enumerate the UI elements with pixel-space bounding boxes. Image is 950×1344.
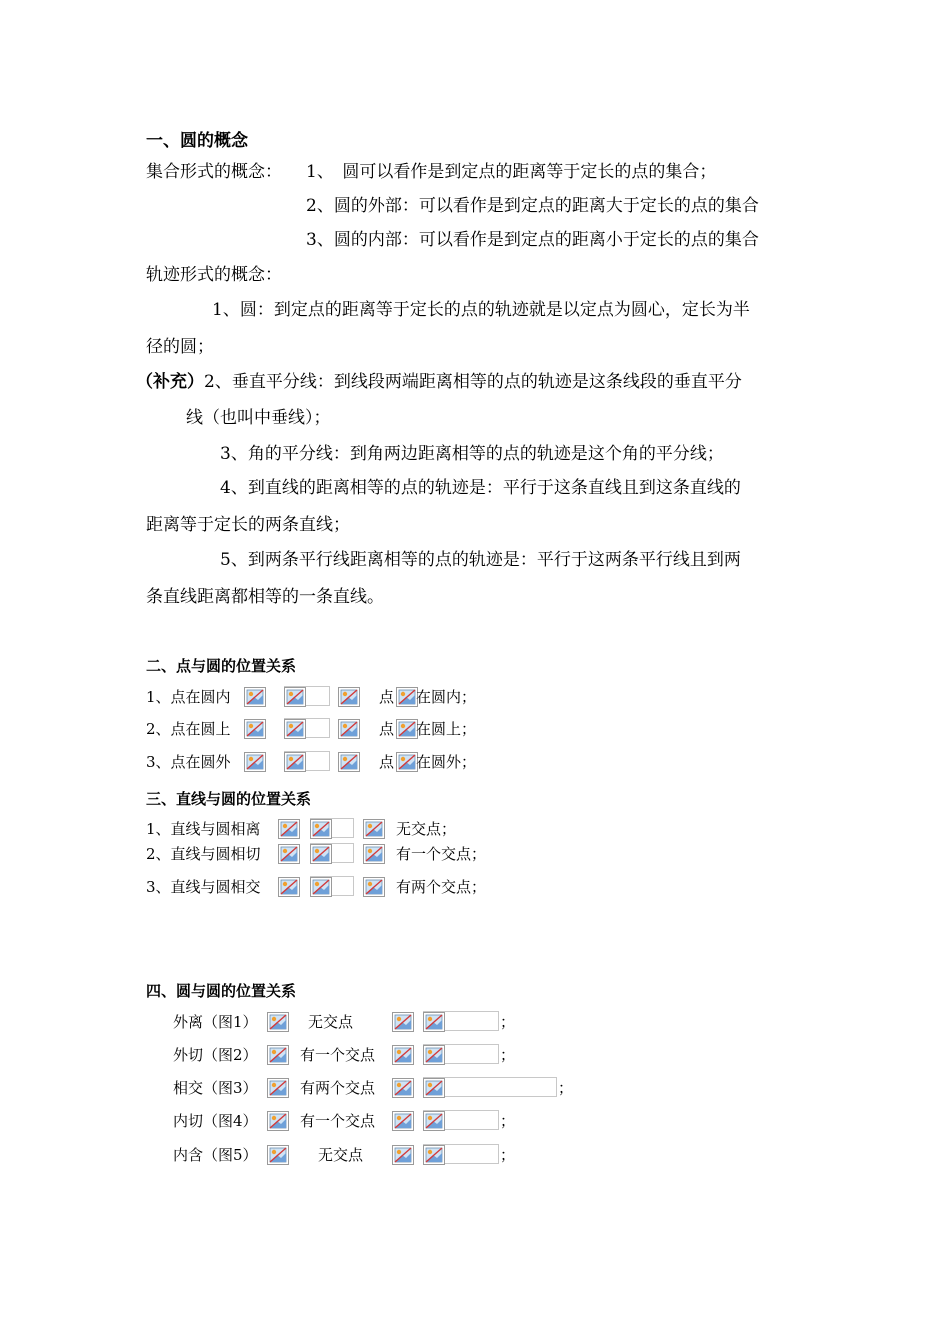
broken-image-icon	[267, 1078, 289, 1098]
circle-row-note: 无交点	[308, 1013, 354, 1031]
point-pre-text: 点	[379, 720, 395, 738]
circle-row-end: ；	[500, 1013, 516, 1031]
broken-image-icon	[423, 1045, 445, 1065]
locus-form-label: 轨迹形式的概念：	[146, 265, 282, 285]
line-row-label: 3、直线与圆相交	[146, 878, 261, 896]
broken-image-icon	[284, 719, 306, 739]
supplement-label: （补充）	[136, 372, 204, 392]
broken-image-icon	[267, 1111, 289, 1131]
broken-image-icon	[284, 752, 306, 772]
broken-image-icon	[338, 719, 360, 739]
broken-image-icon	[423, 1145, 445, 1165]
point-pre-text: 点	[379, 753, 395, 771]
point-post-text: 在圆外；	[416, 753, 477, 771]
point-pre-text: 点	[379, 688, 395, 706]
section-3-title: 三、直线与圆的位置关系	[146, 790, 312, 808]
locus-item-1a: 1、圆：到定点的距离等于定长的点的轨迹就是以定点为圆心，定长为半	[212, 300, 750, 320]
broken-image-icon	[310, 844, 332, 864]
locus-item-3: 3、角的平分线：到角两边距离相等的点的轨迹是这个角的平分线；	[220, 444, 724, 464]
broken-image-icon	[267, 1012, 289, 1032]
locus-item-1b: 径的圆；	[146, 337, 214, 357]
point-row-label: 3、点在圆外	[146, 753, 231, 771]
point-row-label: 2、点在圆上	[146, 720, 231, 738]
broken-image-icon	[244, 752, 266, 772]
locus-item-2b: 线（也叫中垂线）；	[186, 408, 331, 428]
circle-row-label: 外离（图1）	[173, 1013, 258, 1031]
section-4-title: 四、圆与圆的位置关系	[146, 982, 297, 1000]
circle-row-label: 相交（图3）	[173, 1079, 258, 1097]
broken-image-icon	[338, 687, 360, 707]
circle-row-end: ；	[500, 1112, 516, 1130]
locus-item-5b: 条直线距离都相等的一条直线。	[146, 587, 384, 607]
line-row-note: 有一个交点；	[396, 845, 487, 863]
broken-image-icon	[278, 877, 300, 897]
broken-image-icon	[423, 1078, 445, 1098]
broken-image-icon	[363, 844, 385, 864]
broken-image-icon	[338, 752, 360, 772]
locus-item-2a: 2、垂直平分线：到线段两端距离相等的点的轨迹是这条线段的垂直平分	[204, 372, 742, 392]
broken-image-icon	[392, 1078, 414, 1098]
section-1-title: 一、圆的概念	[146, 131, 248, 151]
locus-item-5a: 5、到两条平行线距离相等的点的轨迹是：平行于这两条平行线且到两	[220, 550, 741, 570]
locus-item-4b: 距离等于定长的两条直线；	[146, 515, 350, 535]
broken-image-icon	[392, 1111, 414, 1131]
broken-image-icon	[244, 687, 266, 707]
section-2-title: 二、点与圆的位置关系	[146, 657, 297, 675]
broken-image-icon	[392, 1145, 414, 1165]
broken-image-icon	[392, 1012, 414, 1032]
line-row-note: 有两个交点；	[396, 878, 487, 896]
set-form-label: 集合形式的概念：	[146, 162, 282, 182]
set-item-3: 3、圆的内部：可以看作是到定点的距离小于定长的点的集合	[306, 230, 759, 250]
line-row-label: 2、直线与圆相切	[146, 845, 261, 863]
point-post-text: 在圆上；	[416, 720, 477, 738]
circle-row-end: ；	[500, 1146, 516, 1164]
circle-row-end: ；	[558, 1079, 574, 1097]
broken-image-icon	[278, 844, 300, 864]
circle-row-label: 外切（图2）	[173, 1046, 258, 1064]
circle-row-end: ；	[500, 1046, 516, 1064]
point-row-label: 1、点在圆内	[146, 688, 231, 706]
circle-row-label: 内含（图5）	[173, 1146, 258, 1164]
broken-image-icon	[267, 1045, 289, 1065]
circle-row-label: 内切（图4）	[173, 1112, 258, 1130]
broken-image-icon	[396, 752, 418, 772]
set-item-2: 2、圆的外部：可以看作是到定点的距离大于定长的点的集合	[306, 196, 759, 216]
circle-row-note: 有一个交点	[300, 1046, 376, 1064]
broken-image-icon	[278, 819, 300, 839]
broken-image-icon	[396, 687, 418, 707]
broken-image-icon	[396, 719, 418, 739]
circle-row-note: 有两个交点	[300, 1079, 376, 1097]
broken-image-icon	[244, 719, 266, 739]
broken-image-icon	[310, 819, 332, 839]
broken-image-icon	[392, 1045, 414, 1065]
point-post-text: 在圆内；	[416, 688, 477, 706]
broken-image-icon	[284, 687, 306, 707]
broken-image-icon	[363, 819, 385, 839]
circle-row-note: 有一个交点	[300, 1112, 376, 1130]
locus-item-4a: 4、到直线的距离相等的点的轨迹是：平行于这条直线且到这条直线的	[220, 478, 741, 498]
line-row-label: 1、直线与圆相离	[146, 820, 261, 838]
line-row-note: 无交点；	[396, 820, 457, 838]
circle-row-note: 无交点	[318, 1146, 364, 1164]
broken-image-icon	[423, 1111, 445, 1131]
broken-image-icon	[423, 1012, 445, 1032]
broken-image-icon	[267, 1145, 289, 1165]
broken-image-icon	[310, 877, 332, 897]
broken-image-icon	[363, 877, 385, 897]
set-item-1: 1、 圆可以看作是到定点的距离等于定长的点的集合；	[306, 162, 717, 182]
